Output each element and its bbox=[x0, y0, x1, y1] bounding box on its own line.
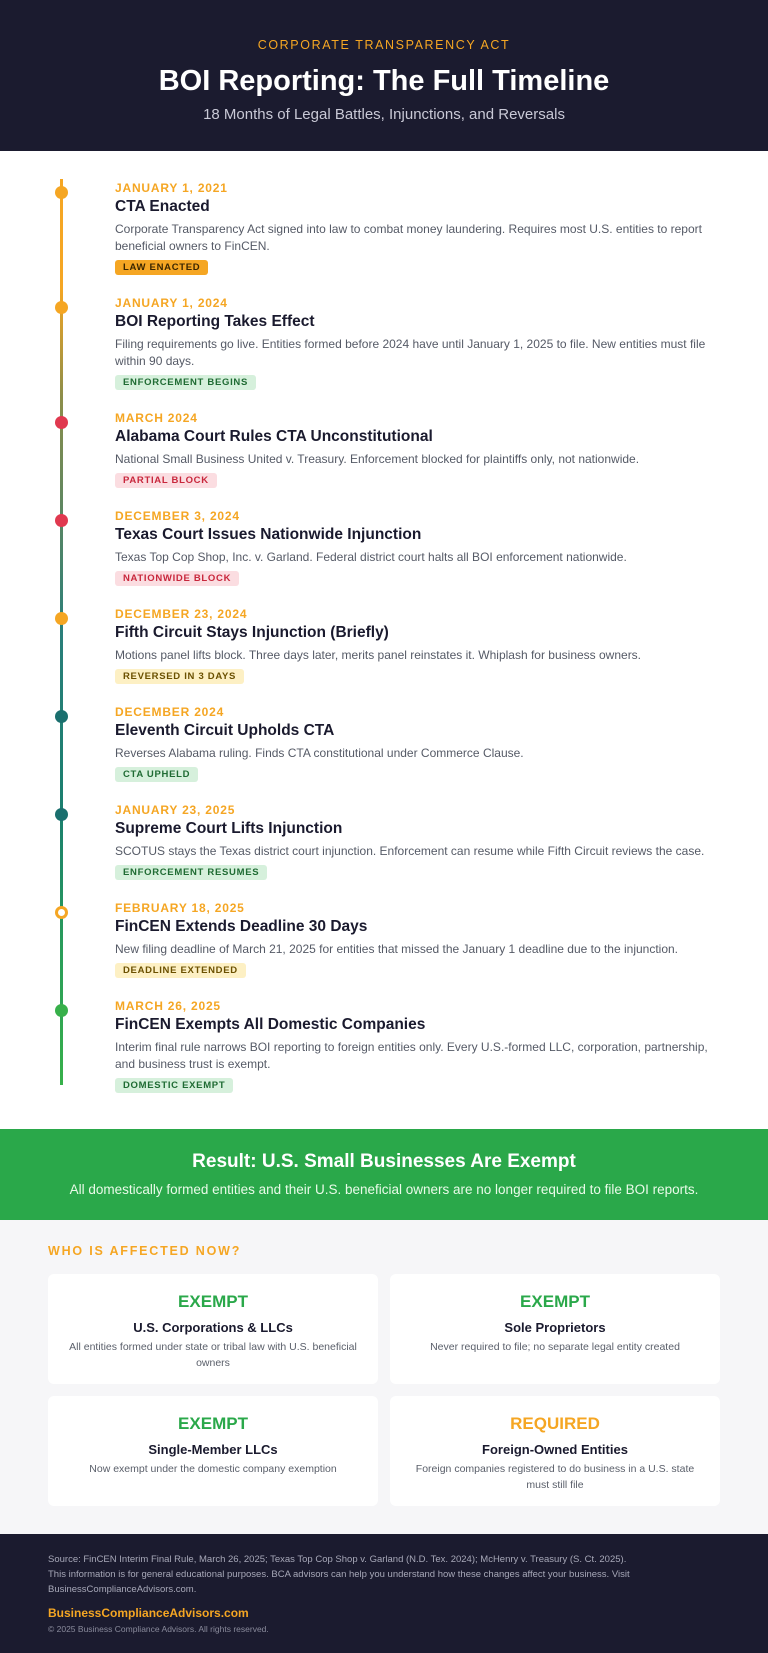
event-date: DECEMBER 3, 2024 bbox=[115, 509, 240, 523]
status-badge: NATIONWIDE BLOCK bbox=[115, 571, 239, 586]
timeline-dot bbox=[55, 1004, 68, 1017]
disclaimer-text: This information is for general educational purposes. BCA advisors can help you understand how these changes affect your business. Visit BusinessComplianceAdvisors.com. bbox=[48, 1569, 630, 1595]
status-badge: LAW ENACTED bbox=[115, 260, 208, 275]
affected-section bbox=[0, 1220, 768, 1534]
result-banner bbox=[0, 1129, 768, 1220]
status-badge: DOMESTIC EXEMPT bbox=[115, 1078, 233, 1093]
card-title: Foreign-Owned Entities bbox=[482, 1442, 628, 1457]
card-title: Sole Proprietors bbox=[504, 1320, 606, 1335]
card-status: EXEMPT bbox=[178, 1292, 248, 1311]
status-badge: PARTIAL BLOCK bbox=[115, 473, 217, 488]
result-text: All domestically formed entities and their U.S. beneficial owners are no longer required to file BOI reports. bbox=[69, 1182, 699, 1197]
event-description: New filing deadline of March 21, 2025 for entities that missed the January 1 deadline due to the injunction. bbox=[115, 942, 679, 956]
event-title: CTA Enacted bbox=[115, 198, 210, 215]
timeline-dot bbox=[55, 186, 68, 199]
card-title: Single-Member LLCs bbox=[148, 1442, 278, 1457]
event-date: MARCH 26, 2025 bbox=[115, 999, 221, 1013]
affected-card bbox=[390, 1396, 720, 1506]
event-description: Texas Top Cop Shop, Inc. v. Garland. Federal district court halts all BOI enforcement nationwide. bbox=[115, 550, 627, 564]
footer-brand-link[interactable]: BusinessComplianceAdvisors.com bbox=[48, 1606, 249, 1620]
page-title: BOI Reporting: The Full Timeline bbox=[158, 65, 610, 97]
card-title: U.S. Corporations & LLCs bbox=[133, 1320, 293, 1335]
timeline-dot bbox=[55, 808, 68, 821]
event-date: MARCH 2024 bbox=[115, 411, 198, 425]
header-eyebrow: CORPORATE TRANSPARENCY ACT bbox=[257, 38, 511, 52]
event-title: Alabama Court Rules CTA Unconstitutional bbox=[115, 428, 433, 445]
page-subtitle: 18 Months of Legal Battles, Injunctions, and Reversals bbox=[203, 106, 565, 123]
event-date: JANUARY 23, 2025 bbox=[115, 803, 236, 817]
event-title: Texas Court Issues Nationwide Injunction bbox=[115, 526, 422, 543]
card-status: EXEMPT bbox=[520, 1292, 590, 1311]
affected-cards bbox=[48, 1274, 720, 1506]
status-badge: REVERSED IN 3 DAYS bbox=[115, 669, 244, 684]
event-title: Eleventh Circuit Upholds CTA bbox=[115, 722, 335, 739]
card-description: All entities formed under state or tribal law with U.S. beneficial owners bbox=[69, 1341, 357, 1369]
event-date: DECEMBER 2024 bbox=[115, 705, 225, 719]
status-badge: ENFORCEMENT BEGINS bbox=[115, 375, 256, 390]
event-description: National Small Business United v. Treasury. Enforcement blocked for plaintiffs only, not nationwide. bbox=[115, 452, 640, 466]
event-description: Corporate Transparency Act signed into law to combat money laundering. Requires most U.S. entities to report beneficial owners to FinCEN. bbox=[115, 222, 702, 253]
affected-card bbox=[48, 1396, 378, 1506]
event-description: Interim final rule narrows BOI reporting to foreign entities only. Every U.S.-formed LLC, corporation, partnership, and business trust is exempt. bbox=[115, 1040, 708, 1071]
affected-card bbox=[390, 1274, 720, 1384]
event-title: FinCEN Extends Deadline 30 Days bbox=[115, 918, 368, 935]
card-description: Never required to file; no separate legal entity created bbox=[430, 1341, 680, 1353]
timeline-dot bbox=[55, 514, 68, 527]
timeline-dot bbox=[55, 906, 68, 919]
event-date: FEBRUARY 18, 2025 bbox=[115, 901, 245, 915]
event-title: Fifth Circuit Stays Injunction (Briefly) bbox=[115, 624, 389, 641]
page-footer bbox=[0, 1534, 768, 1653]
event-description: Motions panel lifts block. Three days later, merits panel reinstates it. Whiplash for business owners. bbox=[115, 648, 642, 662]
source-text: Source: FinCEN Interim Final Rule, March 26, 2025; Texas Top Cop Shop v. Garland (N.D. Tex. 2024); McHenry v. Treasury (S. Ct. 2025). bbox=[48, 1554, 627, 1565]
status-badge: CTA UPHELD bbox=[115, 767, 198, 782]
result-title: Result: U.S. Small Businesses Are Exempt bbox=[192, 1151, 576, 1172]
timeline-dot bbox=[55, 301, 68, 314]
timeline-line bbox=[60, 179, 63, 1085]
event-description: Reverses Alabama ruling. Finds CTA constitutional under Commerce Clause. bbox=[115, 746, 524, 760]
event-description: SCOTUS stays the Texas district court injunction. Enforcement can resume while Fifth Circuit reviews the case. bbox=[115, 844, 705, 858]
event-date: JANUARY 1, 2021 bbox=[115, 181, 228, 195]
card-description: Now exempt under the domestic company exemption bbox=[89, 1463, 337, 1475]
timeline-dot bbox=[55, 612, 68, 625]
card-status: EXEMPT bbox=[178, 1414, 248, 1433]
status-badge: ENFORCEMENT RESUMES bbox=[115, 865, 267, 880]
card-description: Foreign companies registered to do business in a U.S. state must still file bbox=[415, 1463, 695, 1491]
event-title: Supreme Court Lifts Injunction bbox=[115, 820, 343, 837]
event-date: JANUARY 1, 2024 bbox=[115, 296, 228, 310]
card-status: REQUIRED bbox=[510, 1414, 600, 1433]
affected-heading: WHO IS AFFECTED NOW? bbox=[48, 1244, 242, 1258]
page-header bbox=[0, 0, 768, 151]
timeline-dot bbox=[55, 416, 68, 429]
timeline bbox=[0, 151, 768, 1129]
timeline-dot bbox=[55, 710, 68, 723]
event-title: FinCEN Exempts All Domestic Companies bbox=[115, 1016, 426, 1033]
affected-card bbox=[48, 1274, 378, 1384]
footer-source bbox=[48, 1552, 648, 1597]
status-badge: DEADLINE EXTENDED bbox=[115, 963, 246, 978]
event-title: BOI Reporting Takes Effect bbox=[115, 313, 315, 330]
event-date: DECEMBER 23, 2024 bbox=[115, 607, 248, 621]
event-description: Filing requirements go live. Entities formed before 2024 have until January 1, 2025 to file. New entities must file within 90 days. bbox=[115, 337, 706, 368]
footer-copyright: © 2025 Business Compliance Advisors. All rights reserved. bbox=[48, 1624, 269, 1634]
